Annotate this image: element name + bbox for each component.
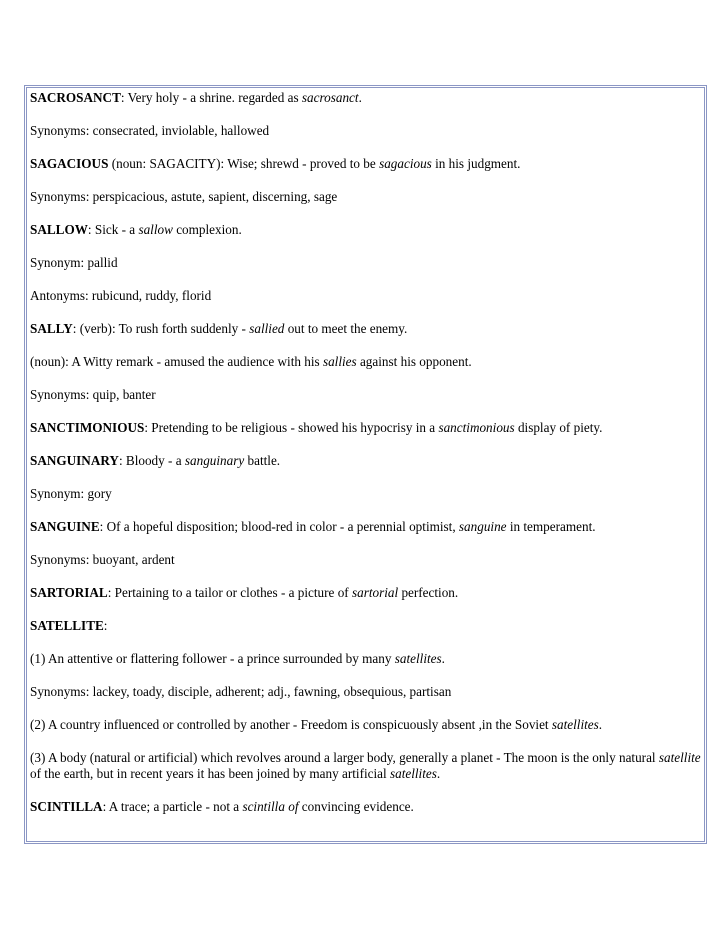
headword: SAGACIOUS: [30, 156, 109, 171]
definition-text: out to meet the enemy.: [284, 321, 408, 336]
entry-paragraph: [30, 717, 702, 733]
headword: SACROSANCT: [30, 90, 121, 105]
headword: SALLOW: [30, 222, 88, 237]
italic-example: sallies: [322, 354, 357, 369]
entry-paragraph: [30, 552, 702, 568]
definition-text: : Very holy - a shrine. regarded as: [120, 90, 302, 105]
entry-paragraph: [30, 453, 702, 469]
headword: SANGUINARY: [30, 453, 119, 468]
definition-text: Synonyms: quip, banter: [30, 387, 156, 402]
italic-example: satellites: [551, 717, 599, 732]
italic-example: satellites: [389, 766, 437, 781]
italic-example: sallied: [249, 321, 285, 336]
entry-paragraph: [30, 387, 702, 403]
definition-text: Synonyms: buoyant, ardent: [30, 552, 175, 567]
entry-paragraph: [30, 651, 702, 667]
definition-text: in temperament.: [506, 519, 596, 534]
entry-paragraph: [30, 354, 702, 370]
entry-paragraph: [30, 123, 702, 139]
definition-text: : Bloody - a: [118, 453, 185, 468]
definition-text: .: [598, 717, 603, 732]
italic-example: sallow: [138, 222, 173, 237]
italic-example: sacrosanct: [301, 90, 359, 105]
definition-text: Synonym: gory: [30, 486, 112, 501]
definition-text: (2) A country influenced or controlled by another - Freedom is conspicuously absent ,in the Soviet: [30, 717, 552, 732]
italic-example: satellite: [658, 750, 701, 765]
entry-paragraph: [30, 321, 702, 337]
entry-paragraph: [30, 90, 702, 106]
definition-text: : Of a hopeful disposition; blood-red in color - a perennial optimist,: [99, 519, 459, 534]
definition-text: (noun): A Witty remark - amused the audience with his: [30, 354, 323, 369]
italic-example: sartorial: [351, 585, 399, 600]
definition-text: Synonyms: lackey, toady, disciple, adherent; adj., fawning, obsequious, partisan: [30, 684, 452, 699]
italic-example: scintilla of: [242, 799, 299, 814]
entry-paragraph: [30, 750, 702, 782]
entry-paragraph: [30, 585, 702, 601]
definition-text: battle.: [244, 453, 281, 468]
definition-text: : A trace; a particle - not a: [102, 799, 243, 814]
definition-text: .: [441, 651, 445, 666]
entry-paragraph: [30, 799, 702, 815]
italic-example: sanguine: [458, 519, 507, 534]
definition-text: complexion.: [172, 222, 242, 237]
headword: SANCTIMONIOUS: [30, 420, 145, 435]
definition-text: Synonyms: consecrated, inviolable, hallowed: [30, 123, 270, 138]
entry-paragraph: [30, 222, 702, 238]
headword: SALLY: [30, 321, 73, 336]
definition-text: against his opponent.: [356, 354, 472, 369]
entry-paragraph: [30, 156, 702, 172]
italic-example: sanguinary: [184, 453, 245, 468]
headword: SANGUINE: [30, 519, 100, 534]
italic-example: sanctimonious: [438, 420, 515, 435]
definition-text: : Pertaining to a tailor or clothes - a picture of: [107, 585, 352, 600]
headword: SCINTILLA: [30, 799, 103, 814]
entry-paragraph: [30, 519, 702, 535]
definition-text: convincing evidence.: [298, 799, 414, 814]
entry-paragraph: [30, 189, 702, 205]
definition-text: .: [358, 90, 362, 105]
definition-text: Antonyms: rubicund, ruddy, florid: [30, 288, 212, 303]
italic-example: sagacious: [379, 156, 432, 171]
definition-text: Synonyms: perspicacious, astute, sapient, discerning, sage: [30, 189, 338, 204]
definition-text: (noun: SAGACITY): Wise; shrewd - proved to be: [108, 156, 380, 171]
entry-paragraph: [30, 255, 702, 271]
entry-paragraph: [30, 486, 702, 502]
definition-text: (1) An attentive or flattering follower - a prince surrounded by many: [30, 651, 395, 666]
definition-text: Synonym: pallid: [30, 255, 118, 270]
headword: SATELLITE: [30, 618, 104, 633]
definition-text: display of piety.: [514, 420, 603, 435]
entry-paragraph: [30, 420, 702, 436]
entry-paragraph: [30, 618, 702, 634]
definition-text: in his judgment.: [431, 156, 521, 171]
italic-example: satellites: [394, 651, 442, 666]
definition-text: : Sick - a: [87, 222, 139, 237]
definition-text: (3) A body (natural or artificial) which revolves around a larger body, generally a planet - The moon is the only natural: [30, 750, 659, 765]
definition-text: : Pretending to be religious - showed his hypocrisy in a: [144, 420, 439, 435]
definition-text: :: [103, 618, 108, 633]
definition-text: .: [436, 766, 441, 781]
definition-text: of the earth, but in recent years it has been joined by many artificial: [30, 766, 390, 781]
headword: SARTORIAL: [30, 585, 108, 600]
entry-paragraph: [30, 684, 702, 700]
definition-text: : (verb): To rush forth suddenly -: [72, 321, 250, 336]
entry-paragraph: [30, 288, 702, 304]
definition-text: perfection.: [398, 585, 459, 600]
